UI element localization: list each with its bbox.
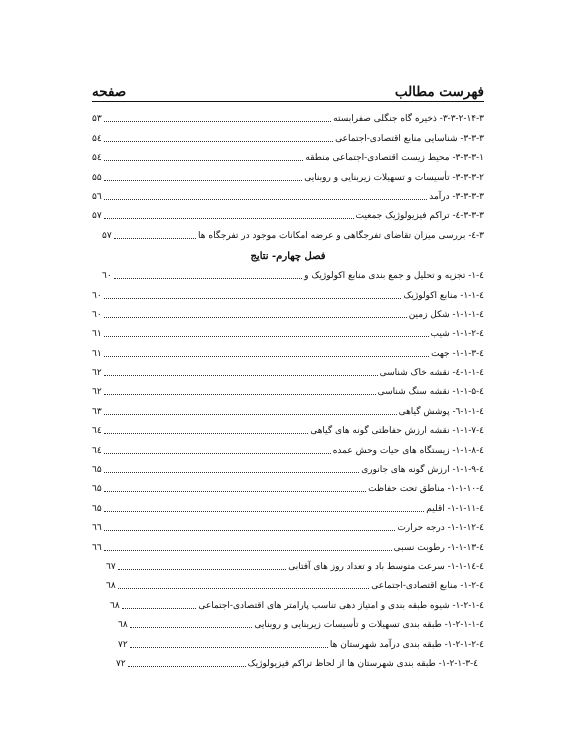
dot-leader [104,218,354,219]
toc-entry-page: ٦۱ [92,348,102,359]
toc-entry[interactable] [92,494,484,513]
dot-leader [114,238,196,239]
toc-entry[interactable] [92,301,484,320]
toc-entry-title: ٤-۱- تجزیه و تحلیل و جمع بندی منابع اکولوژیک و [304,271,484,282]
toc-entry[interactable] [92,591,484,610]
toc-entry-title: ٤-۱-۱-۱۲- درجه حرارت [397,523,484,534]
dot-leader [104,317,407,318]
toc-entry-page: ٦۵ [92,465,102,476]
toc-entry-page: ٦٤ [92,445,102,456]
toc-entry[interactable] [92,417,484,436]
toc-entry[interactable] [92,650,484,669]
toc-entry[interactable] [92,378,484,397]
dot-leader [104,160,304,161]
toc-entry-title: ٤-۱-۱-۸- زیستگاه های حیات وحش عمده [332,445,484,456]
toc-entry[interactable] [92,163,484,182]
dot-leader [130,647,328,648]
toc-entry[interactable] [92,124,484,143]
toc-entry-title: ٤-۱-۱-۹- ارزش گونه های جانوری [361,465,484,476]
toc-entry-page: ٦۲ [92,387,102,398]
toc-entry-page: ٦۱ [92,329,102,340]
dot-leader [118,588,370,589]
toc-entry-title: ٤-۱-۱-٤- نقشه خاک شناسی [379,368,484,379]
toc-entry-page: ٦٦ [92,542,102,553]
dot-leader [104,550,392,551]
toc-entry-page: ۵۷ [92,211,102,222]
toc-entry-title: ۳-۳-۳-۱- محیط زیست اقتصادی-اجتماعی منطقه [305,153,484,164]
chapter-title: فصل چهارم- نتایج [250,250,326,262]
dot-leader [104,141,333,142]
toc-entry-page: ۵٤ [92,153,102,164]
toc-entry-page: ٦٦ [92,523,102,534]
toc-entry-page: ٦۸ [106,581,116,592]
toc-entry-title: ۳-٤- بررسی میزان تقاضای تفرجگاهی و عرضه امکانات موجود در تفرجگاه ها [198,230,484,241]
dot-leader [118,569,287,570]
toc-entry-page: ٦۰ [92,309,102,320]
toc-entry-page: ٦۲ [92,368,102,379]
toc-entry-page: ٦۸ [118,620,128,631]
dot-leader [130,627,253,628]
toc-entry[interactable] [92,221,484,240]
dot-leader [104,180,303,181]
toc-entry-title: ٤-۱-۲-۱-۱- طبقه بندی تسهیلات و تأسیسات زیربنایی و روبنایی [254,620,484,631]
page-column-label: صفحه [92,84,127,100]
toc-entry[interactable] [92,572,484,591]
toc-entry-page: ۵٤ [92,133,102,144]
toc-entry[interactable] [92,553,484,572]
toc-entry-title: ٤-۱-۱-۱٤- سرعت متوسط باد و تعداد روز های آفتابی [288,561,484,572]
toc-entry-page: ٦۵ [92,484,102,495]
toc-entry[interactable] [92,514,484,533]
toc-entry[interactable] [92,202,484,221]
toc-entry[interactable] [92,397,484,416]
toc-entry-page: ۵۵ [92,172,102,183]
toc-entry[interactable] [92,105,484,124]
toc-entry-page: ۷۲ [116,658,126,669]
toc-entry-title: ٤-۱-۲-۱-۲- طبقه بندی درآمد شهرستان ها [329,639,484,650]
toc-entry-title: ٤-۱-۱-۱۰- مناطق تحت حفاظت [368,484,484,495]
dot-leader [104,336,429,337]
toc-entry-title: ٤-۱-۱-٦- پوشش گیاهی [398,406,484,417]
toc-entry-page: ٦۳ [92,406,102,417]
toc-entry-title: ٤-۱-۱-۵- نقشه سنگ شناسی [377,387,484,398]
table-of-contents [92,105,484,669]
dot-leader [104,530,396,531]
toc-entry[interactable] [92,144,484,163]
toc-entry-page: ٦۰ [102,271,112,282]
toc-entry-page: ٦۸ [110,600,120,611]
toc-entry-title: ٤-۱-۱-۳- جهت [431,348,484,359]
dot-leader [104,433,309,434]
toc-entry-title: ۳-۳-۳-۲- تأسیسات و تسهیلات زیربنایی و روبنایی [304,172,484,183]
toc-entry-title: ۳-۳-۲-۱۴-۳- ذخیره گاه جنگلی صفرابسته [333,114,484,125]
toc-entry[interactable] [92,611,484,630]
chapter-heading [92,241,484,262]
toc-header [92,78,484,100]
toc-entry[interactable] [92,281,484,300]
toc-entry[interactable] [92,533,484,552]
dot-leader [104,394,376,395]
dot-leader [104,356,429,357]
toc-entry-page: ۵۳ [92,114,102,125]
toc-entry-title: ٤-۱-۲-۱- شیوه طبقه بندی و امتیاز دهی تناسب پارامتر های اقتصادی-اجتماعی [198,600,484,611]
dot-leader [104,375,378,376]
dot-leader [104,199,428,200]
toc-entry-page: ٦۷ [106,561,116,572]
toc-entry-title: ٤-۱-۱-۱۳- رطوبت نسبی [393,542,484,553]
toc-entry-title: ٤-۱-۱- منابع اکولوژیک [403,290,484,301]
toc-entry[interactable] [92,359,484,378]
toc-entry-title: ۳-۳-۳-٤- تراکم فیزیولوژیک جمعیت [355,211,484,222]
toc-entry[interactable] [92,630,484,649]
dot-leader [104,453,331,454]
toc-entry[interactable] [92,456,484,475]
toc-entry-page: ۷۲ [118,639,128,650]
toc-entry-title: ٤-۱-۱-۱۱- اقلیم [426,503,484,514]
toc-entry-title: ۳-۳-۳-۳- درآمد [429,191,484,202]
toc-entry[interactable] [92,262,484,281]
dot-leader [104,414,397,415]
toc-entry-page: ٦٤ [92,426,102,437]
toc-entry-page: ٦۵ [92,503,102,514]
toc-entry-title: ٤-۱-۱-۷- نقشه ارزش حفاظتی گونه های گیاهی [310,426,484,437]
dot-leader [104,491,366,492]
toc-entry-title: ۳-۳-۳- شناسایی منابع اقتصادی-اجتماعی [335,133,484,144]
toc-entry[interactable] [92,320,484,339]
toc-title: فهرست مطالب [394,84,484,100]
toc-entry-title: ٤-۱-۱-۱- شکل زمین [408,309,484,320]
toc-entry-title: ٤-۱-۲-۱-۳- طبقه بندی شهرستان ها از لحاظ تراکم فیزیولوژیک [247,658,478,669]
toc-entry-page: ۵۷ [102,230,112,241]
dot-leader [128,666,246,667]
header-rule [92,101,484,102]
toc-entry[interactable] [92,475,484,494]
dot-leader [104,472,360,473]
toc-entry[interactable] [92,436,484,455]
dot-leader [114,278,302,279]
toc-entry[interactable] [92,183,484,202]
toc-entry-title: ٤-۱-۱-۲- شیب [430,329,484,340]
toc-entry[interactable] [92,339,484,358]
toc-entry-title: ٤-۱-۲- منابع اقتصادی-اجتماعی [371,581,484,592]
dot-leader [122,608,197,609]
dot-leader [104,121,331,122]
dot-leader [104,511,425,512]
toc-entry-page: ۵٦ [92,191,102,202]
dot-leader [104,298,402,299]
toc-entry-page: ٦۰ [92,290,102,301]
